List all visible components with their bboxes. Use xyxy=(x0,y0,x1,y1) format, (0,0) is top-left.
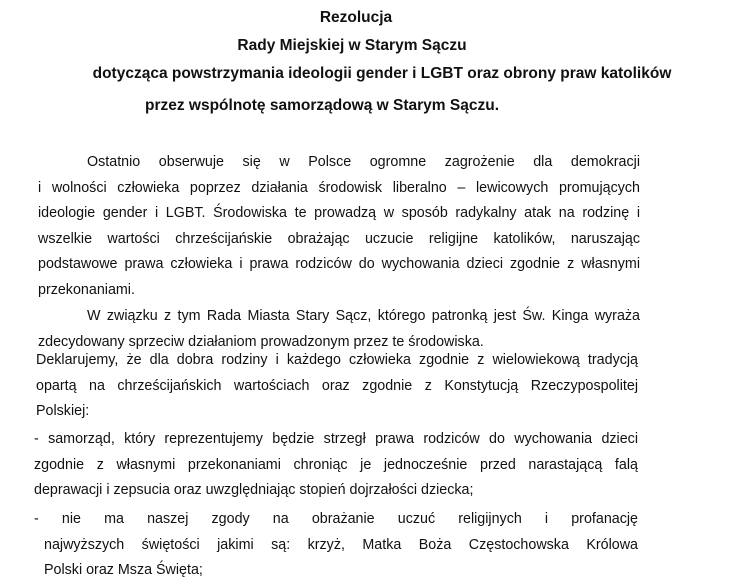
paragraph-1-line: ideologie gender i LGBT. Środowiska te prowadzą w sposób radykalny atak na rodzinę i xyxy=(38,205,640,221)
list-item-2 xyxy=(34,507,638,578)
paragraph-1-line: i wolności człowieka poprzez działania środowisk liberalno – lewicowych promujących xyxy=(38,179,640,196)
document-issuer: Rady Miejskiej w Starym Sączu xyxy=(237,37,467,54)
list-item-1-line: deprawacji i zepsucia oraz uwzględniając stopień dojrzałości dziecka; xyxy=(34,482,474,498)
paragraph-2-line: zdecydowany sprzeciw działaniom prowadzonym przez te środowiska. xyxy=(38,333,484,350)
document-subject-line-2: przez wspólnotę samorządową w Starym Sączu. xyxy=(144,97,499,114)
paragraph-3 xyxy=(36,348,638,425)
list-item-1 xyxy=(34,427,638,504)
paragraph-1-line: wszelkie wartości chrześcijańskie obrażając uczucie religijne katolików, naruszając xyxy=(38,230,640,247)
list-item-1-line: zgodnie z własnymi przekonaniami chroniąc je jednocześnie przed narastającą falą xyxy=(34,456,638,473)
document-title: Rezolucja xyxy=(319,9,393,26)
document-subject-line-1: dotycząca powstrzymania ideologii gender i LGBT oraz obrony praw katolików xyxy=(92,65,672,82)
paragraph-3-line: opartą na chrześcijańskich wartościach oraz zgodnie z Konstytucją Rzeczypospolitej xyxy=(36,377,638,394)
paragraph-1-line: Ostatnio obserwuje się w Polsce ogromne zagrożenie dla demokracji xyxy=(87,154,640,170)
paragraph-1 xyxy=(38,150,640,303)
list-item-1-line: - samorząd, który reprezentujemy będzie strzegł prawa rodziców do wychowania dzieci xyxy=(34,431,638,447)
paragraph-1-line: przekonaniami. xyxy=(38,281,135,298)
list-item-2-line: najwyższych świętości jakimi są: krzyż, Matka Boża Częstochowska Królowa xyxy=(44,536,638,553)
list-item-2-line: - nie ma naszej zgody na obrażanie uczuć religijnych i profanację xyxy=(34,511,638,527)
paragraph-3-line: Deklarujemy, że dla dobra rodziny i każdego człowieka zgodnie z wielowiekową tradycją xyxy=(36,352,638,368)
paragraph-1-line: podstawowe prawa człowieka i prawa rodziców do wychowania dzieci zgodnie z własnymi xyxy=(38,256,640,272)
paragraph-3-line: Polskiej: xyxy=(36,403,90,419)
paragraph-2-line: W związku z tym Rada Miasta Stary Sącz, którego patronką jest Św. Kinga wyraża xyxy=(87,308,640,324)
list-item-2-line: Polski oraz Msza Święta; xyxy=(44,562,203,578)
